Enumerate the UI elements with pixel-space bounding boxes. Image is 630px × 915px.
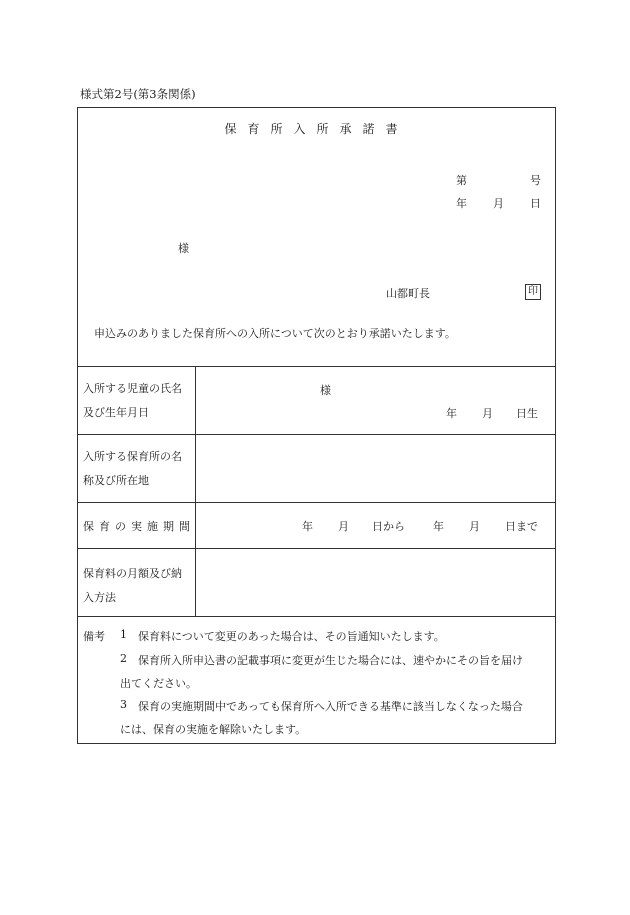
column-divider: [195, 366, 196, 616]
seal-mark: 印: [525, 284, 541, 300]
divider: [78, 502, 555, 503]
divider: [78, 548, 555, 549]
issuer-name: 山都町長: [386, 287, 430, 300]
fee-label-line1: 保育料の月額及び納: [83, 567, 182, 580]
child-name-label-line1: 入所する児童の氏名: [83, 382, 182, 395]
form-title: 保育所入所承諾書: [224, 122, 409, 136]
note-3-number: 3: [120, 698, 127, 711]
divider: [78, 434, 555, 435]
period-label: 保育の実施期間: [83, 520, 195, 533]
date-month: 月: [493, 197, 504, 210]
note-1-number: 1: [120, 628, 127, 641]
child-name-label-line2: 及び生年月日: [83, 406, 149, 419]
divider: [78, 616, 555, 617]
child-sama: 様: [320, 384, 331, 397]
notes-heading: 備考: [83, 630, 105, 643]
note-3-text-line2: には、保育の実施を解除いたします。: [120, 723, 307, 736]
note-2-text-line1: 保育所入所申込書の記載事項に変更が生じた場合には、速やかにその旨を届け: [138, 654, 523, 667]
note-2-text-line2: 出てください。: [120, 677, 197, 690]
note-2-number: 2: [120, 652, 127, 665]
period-start-year: 年: [302, 520, 313, 533]
addressee-sama: 様: [178, 242, 189, 255]
divider: [78, 366, 555, 367]
birth-month: 月: [482, 407, 493, 420]
birth-day: 日生: [516, 407, 538, 420]
approval-statement: 申込みのありました保育所への入所について次のとおり承諾いたします。: [94, 327, 456, 340]
approval-form-frame: [77, 107, 556, 744]
date-day: 日: [530, 197, 541, 210]
birth-year: 年: [446, 407, 457, 420]
period-start-month: 月: [338, 520, 349, 533]
period-end-month: 月: [469, 520, 480, 533]
note-1-text: 保育料について変更のあった場合は、その旨通知いたします。: [138, 630, 445, 643]
fee-label-line2: 入方法: [83, 591, 116, 604]
facility-label-line1: 入所する保育所の名: [83, 450, 182, 463]
period-end-day: 日まで: [505, 520, 538, 533]
doc-number-dai: 第: [456, 174, 467, 187]
facility-label-line2: 称及び所在地: [83, 474, 149, 487]
period-end-year: 年: [433, 520, 444, 533]
form-number: 様式第2号(第3条関係): [80, 87, 196, 101]
note-3-text-line1: 保育の実施期間中であっても保育所へ入所できる基準に該当しなくなった場合: [138, 700, 523, 713]
doc-number-go: 号: [530, 174, 541, 187]
period-start-day: 日から: [372, 520, 405, 533]
date-year: 年: [456, 197, 467, 210]
